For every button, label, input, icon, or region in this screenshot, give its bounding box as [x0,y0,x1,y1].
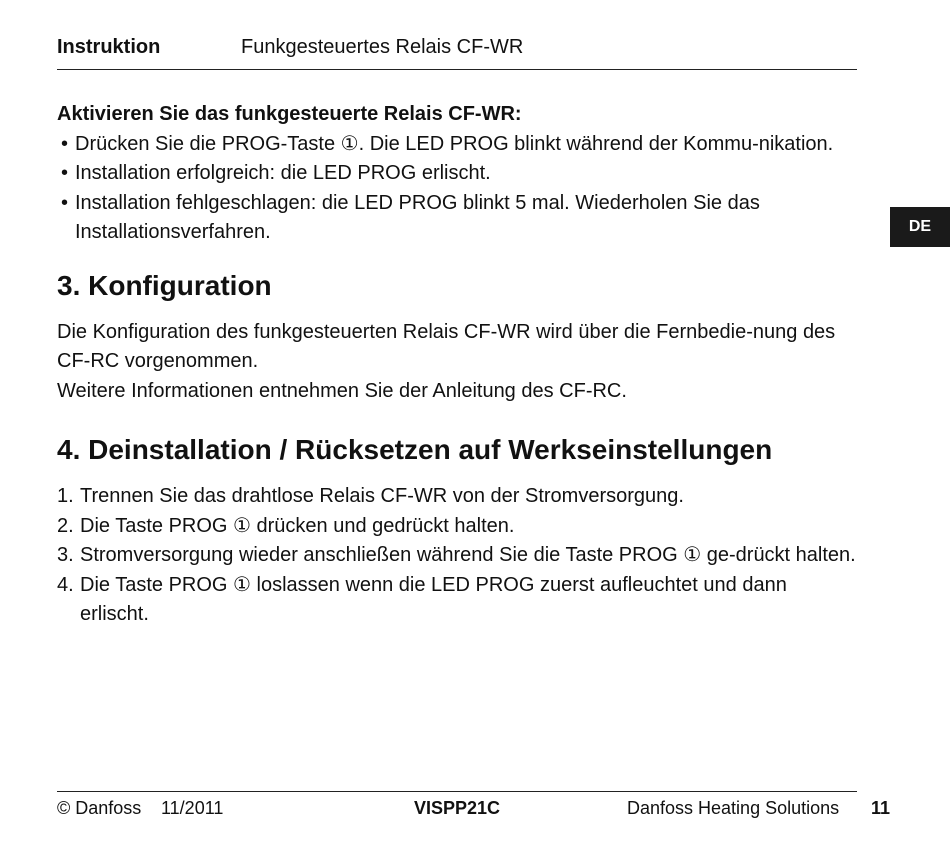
page-footer [57,791,891,818]
activate-heading: Aktivieren Sie das funkgesteuerte Relais CF-WR: [57,103,522,125]
activate-bullet-list [57,130,857,248]
step-text: Die Taste PROG ① loslassen wenn die LED PROG zuerst aufleuchtet und dann erlischt. [80,573,787,625]
list-item [57,571,857,630]
footer-company: Danfoss Heating Solutions [627,798,840,818]
step-number: 1. [57,485,74,507]
configuration-paragraph: Weitere Informationen entnehmen Sie der Anleitung des CF-RC. [57,379,627,402]
footer-date: 11/2011 [161,798,224,818]
list-item: • Installation erfolgreich: die LED PROG erlischt. [57,159,857,189]
page-number: 11 [871,798,891,818]
list-item [57,512,857,542]
page-content [57,100,857,630]
step-text: Stromversorgung wieder anschließen während Sie die Taste PROG ① ge-drückt halten. [80,544,856,566]
page-header [57,36,857,70]
language-tab: DE [890,207,950,247]
step-number: 3. [57,544,74,566]
uninstall-step-list [57,482,857,630]
list-item [57,482,857,512]
step-number: 4. [57,573,74,596]
step-number: 2. [57,514,74,537]
footer-document-code: VISPP21C [414,798,501,818]
configuration-paragraph: Die Konfiguration des funkgesteuerten Relais CF-WR wird über die Fernbedie-nung des CF-RC vorgenommen. [57,320,836,372]
step-text: Trennen Sie das drahtlose Relais CF-WR von der Stromversorgung. [80,485,684,507]
header-section-label: Instruktion [57,36,161,58]
header-document-title: Funkgesteuertes Relais CF-WR [241,36,524,58]
section-heading-configuration: 3. Konfiguration [57,269,272,301]
section-heading-uninstall-reset: 4. Deinstallation / Rücksetzen auf Werkseinstellungen [57,434,773,465]
step-text: Die Taste PROG ① drücken und gedrückt halten. [80,514,515,537]
list-item: • Installation fehlgeschlagen: die LED PROG blinkt 5 mal. Wiederholen Sie das Installationsverfahren. [57,189,857,248]
list-item [57,541,857,571]
list-item: • Drücken Sie die PROG-Taste ①. Die LED PROG blinkt während der Kommu-nikation. [57,130,857,160]
footer-copyright: © Danfoss [57,798,142,818]
